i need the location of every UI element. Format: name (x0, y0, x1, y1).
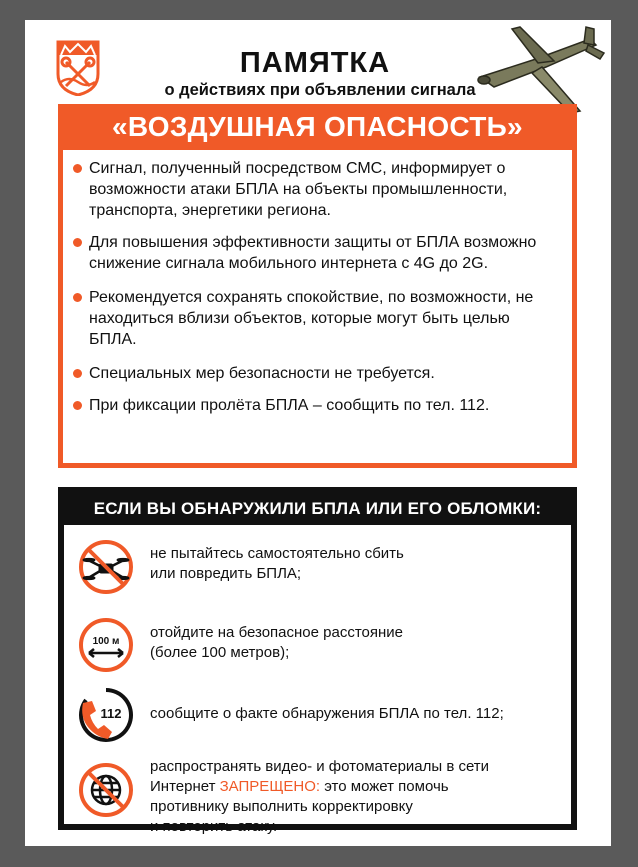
warning-text-fragment: Интернет (150, 778, 220, 795)
warning-text-line: противнику выполнить корректировку (150, 798, 413, 815)
bullet-icon (73, 238, 82, 247)
warning-text-line (150, 777, 570, 797)
phone-112-icon (78, 687, 134, 743)
phone-number-label: 112 (100, 706, 122, 721)
warning-text (150, 704, 570, 724)
info-item-text: При фиксации пролёта БПЛА – сообщить по тел. 112. (89, 397, 490, 414)
info-box (58, 150, 577, 468)
info-item (89, 232, 562, 274)
warnings-box (58, 487, 577, 835)
bullet-icon (73, 164, 82, 173)
warning-text-line: распространять видео- и фотоматериалы в сети (150, 758, 490, 775)
no-drone-icon (78, 539, 134, 595)
info-item-text: Специальных мер безопасности не требуется. (89, 365, 435, 382)
bullet-icon (73, 401, 82, 410)
no-internet-icon (78, 762, 134, 818)
warning-text (150, 623, 570, 663)
distance-label: 100 м (92, 636, 120, 647)
bullet-icon (73, 369, 82, 378)
forbidden-label: ЗАПРЕЩЕНО: (219, 778, 321, 795)
page-title: ПАМЯТКА (239, 47, 391, 79)
warnings-header: ЕСЛИ ВЫ ОБНАРУЖИЛИ БПЛА ИЛИ ЕГО ОБЛОМКИ: (64, 493, 571, 525)
warning-text-line: отойдите на безопасное расстояние (150, 624, 404, 641)
info-item (89, 158, 562, 221)
info-item-text: Сигнал, полученный посредством СМС, информирует о возможности атаки БПЛА на объекты промышленности, транспорта, энергетики региона. (89, 160, 508, 219)
info-item (89, 287, 562, 350)
warning-text-fragment: это может помочь (320, 778, 449, 795)
info-item-text: Рекомендуется сохранять спокойствие, по возможности, не находиться вблизи объектов, которые могут быть целью БПЛА. (89, 289, 534, 348)
coat-of-arms-icon (55, 40, 101, 96)
warning-text (150, 757, 570, 837)
alert-banner: «ВОЗДУШНАЯ ОПАСНОСТЬ» (58, 104, 577, 150)
info-item-text: Для повышения эффективности защиты от БПЛА возможно снижение сигнала мобильного интернета с 4G до 2G. (89, 234, 537, 272)
info-item (89, 363, 562, 384)
warning-text (150, 544, 570, 584)
warning-text-line: или повредить БПЛА; (150, 565, 302, 582)
distance-100m-icon (78, 617, 134, 673)
bullet-icon (73, 293, 82, 302)
warning-text-line: не пытайтесь самостоятельно сбить (150, 545, 404, 562)
warning-text-line: и повторить атаку. (150, 818, 278, 835)
memo-sheet (25, 20, 611, 846)
page-subtitle: о действиях при объявлении сигнала (164, 81, 476, 99)
warning-text-line: (более 100 метров); (150, 644, 290, 661)
info-item (89, 395, 562, 416)
warning-text-line: сообщите о факте обнаружения БПЛА по тел. 112; (150, 705, 504, 722)
